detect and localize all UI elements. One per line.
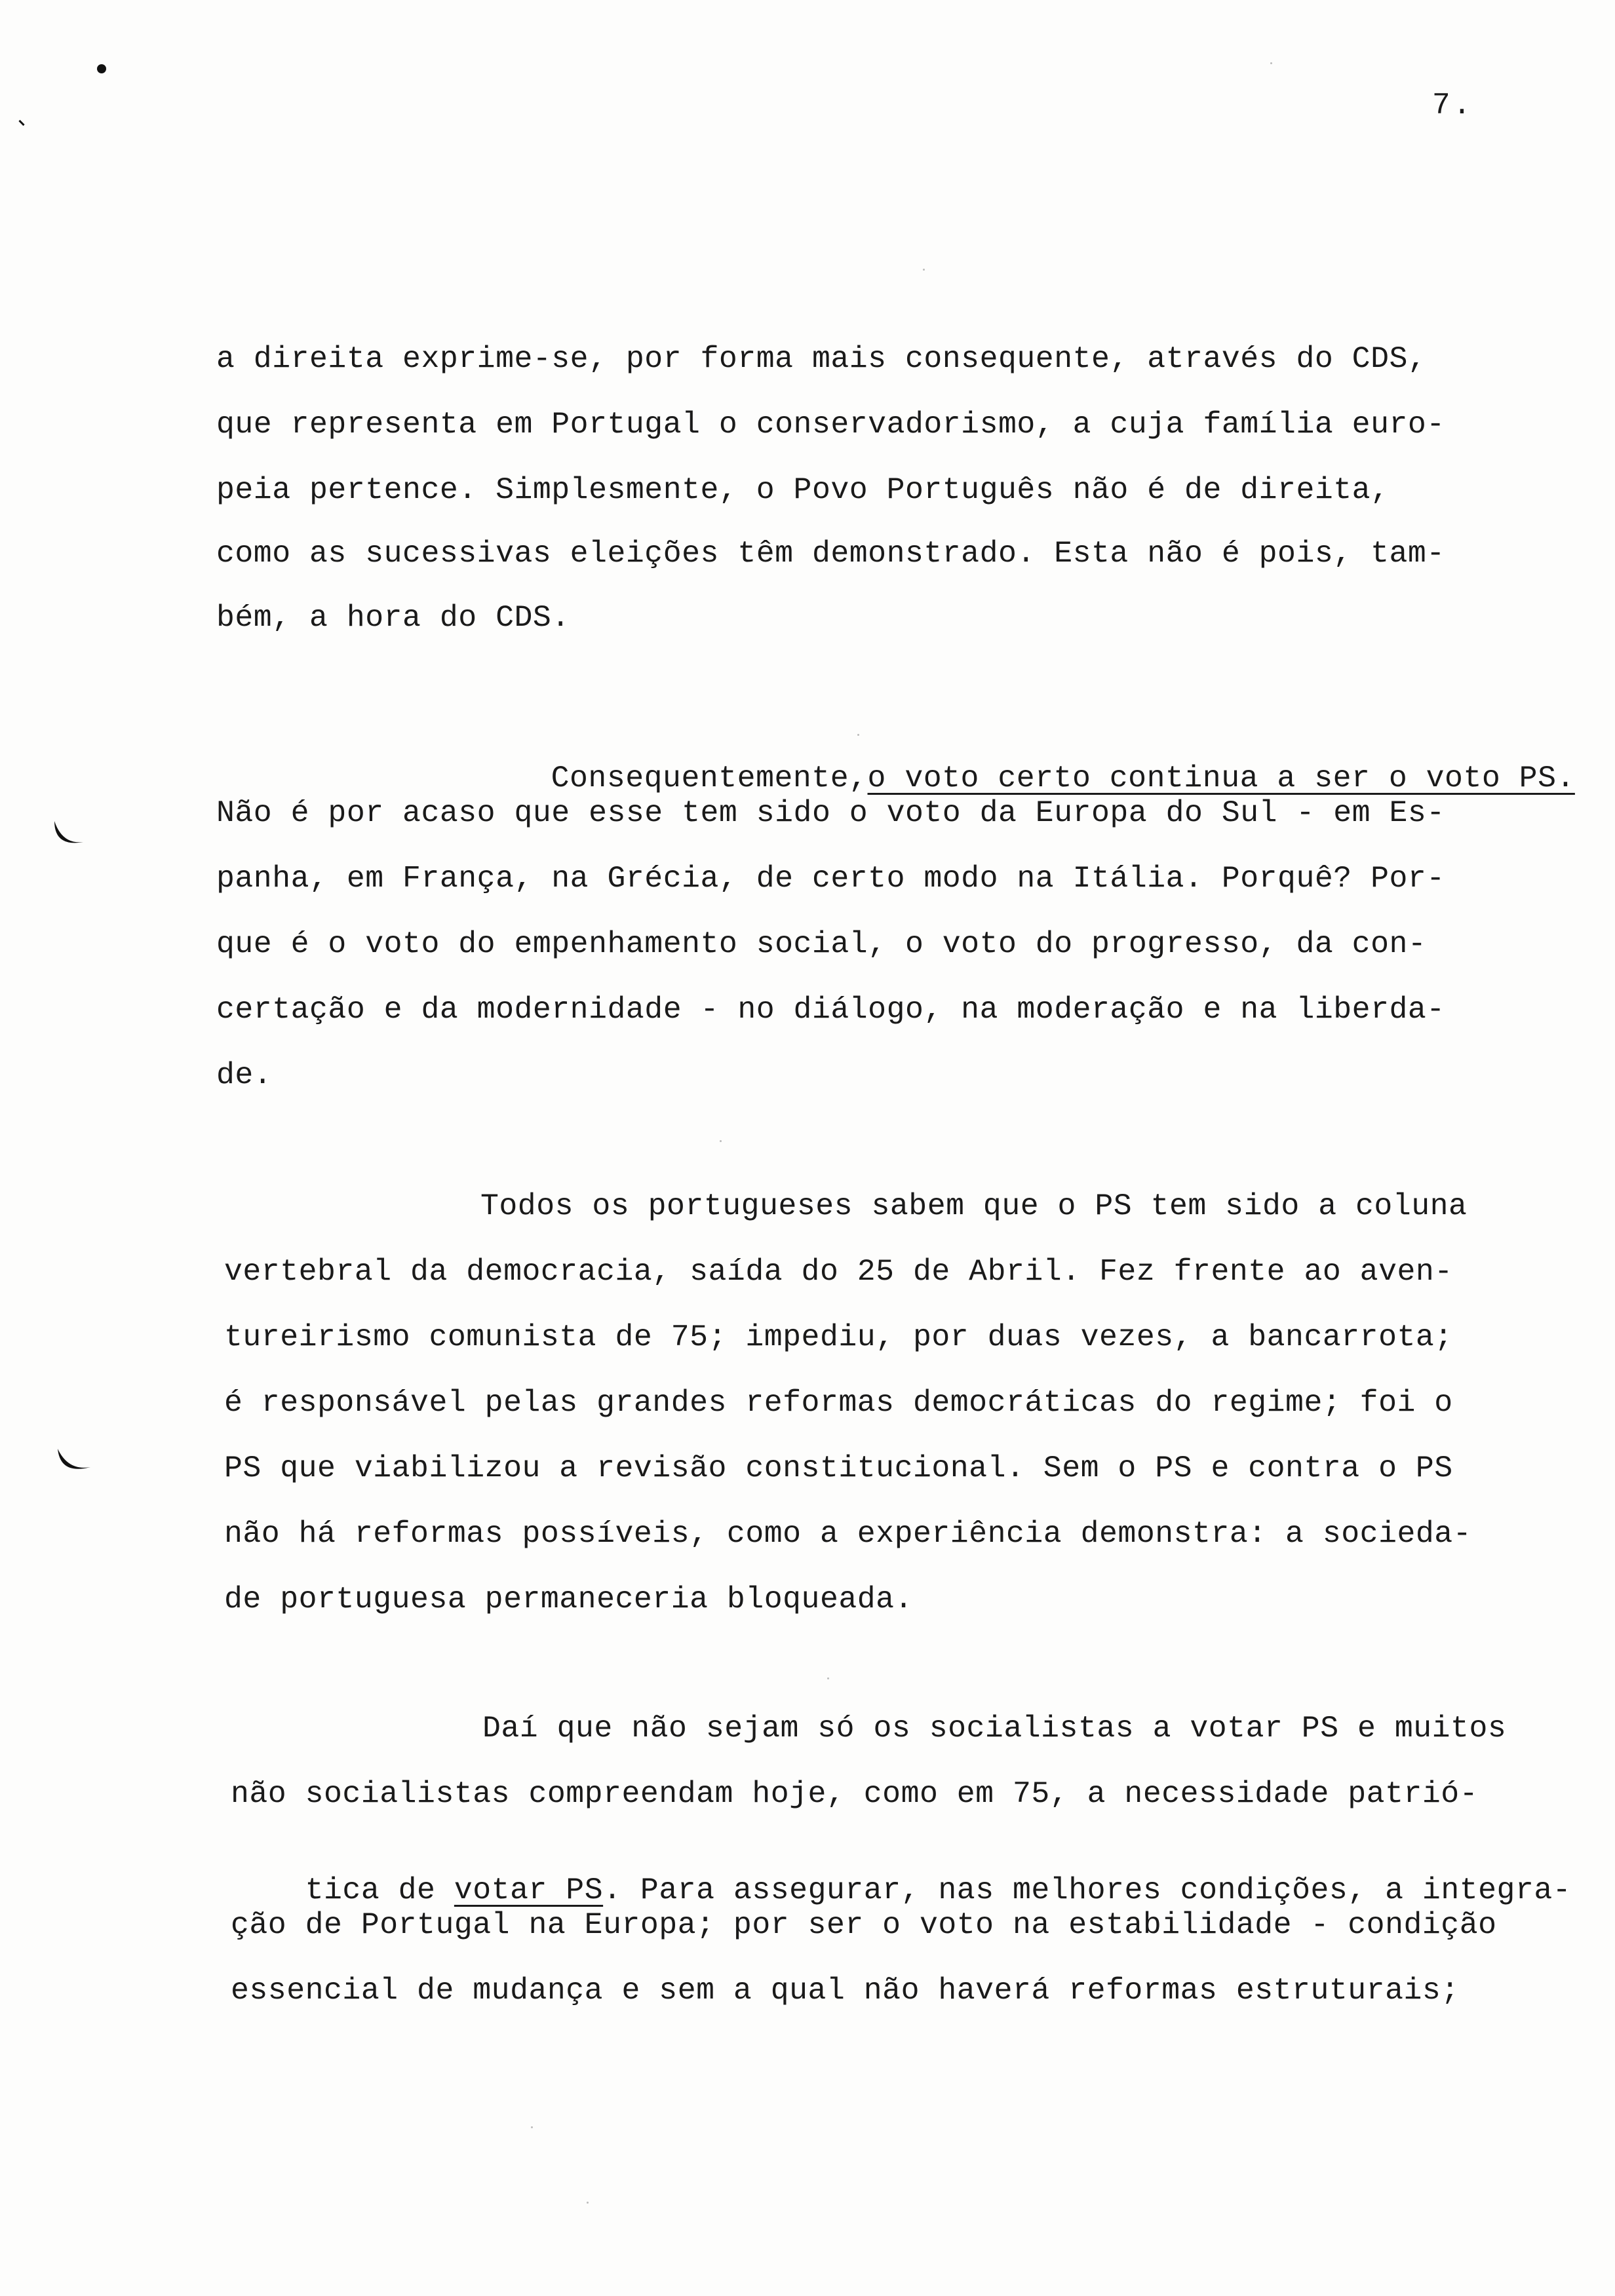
text-segment: tica de: [305, 1872, 436, 1907]
text-line: que é o voto do empenhamento social, o voto do progresso, da con-: [216, 927, 1427, 961]
text-line: Não é por acaso que esse tem sido o voto da Europa do Sul - em Es-: [216, 795, 1445, 830]
text-line: PS que viabilizou a revisão constitucional. Sem o PS e contra o PS: [224, 1451, 1453, 1485]
text-line: vertebral da democracia, saída do 25 de Abril. Fez frente ao aven-: [224, 1254, 1453, 1289]
text-line: é responsável pelas grandes reformas democráticas do regime; foi o: [224, 1385, 1453, 1420]
text-line: tureirismo comunista de 75; impediu, por duas vezes, a bancarrota;: [224, 1320, 1453, 1354]
paper-speck: [587, 2202, 589, 2204]
text-line: ção de Portugal na Europa; por ser o voto na estabilidade - condição: [231, 1907, 1497, 1942]
text-line: que representa em Portugal o conservadorismo, a cuja família euro-: [216, 407, 1445, 442]
text-line: certação e da modernidade - no diálogo, na moderação e na liberda-: [216, 992, 1445, 1027]
text-line: essencial de mudança e sem a qual não haverá reformas estruturais;: [231, 1973, 1460, 2008]
paper-speck: [923, 269, 925, 271]
text-line: bém, a hora do CDS.: [216, 600, 570, 635]
text-line: peia pertence. Simplesmente, o Povo Português não é de direita,: [216, 472, 1390, 507]
paper-speck: [827, 1677, 829, 1679]
text-line: não há reformas possíveis, como a experiência demonstra: a socieda-: [224, 1516, 1472, 1551]
paper-speck: [720, 1140, 722, 1142]
underlined-emphasis: votar PS: [454, 1872, 604, 1907]
text-line: panha, em França, na Grécia, de certo modo na Itália. Porquê? Por-: [216, 861, 1445, 896]
margin-dot-mark: [97, 64, 106, 73]
binder-hole-mark-upper: [49, 816, 88, 855]
paper-speck: [531, 2126, 533, 2128]
text-line: Daí que não sejam só os socialistas a votar PS e muitos: [482, 1711, 1507, 1746]
text-segment: Consequentemente,: [551, 760, 868, 795]
text-line: de.: [216, 1058, 273, 1092]
margin-tick-mark: [18, 120, 24, 126]
text-line: de portuguesa permaneceria bloqueada.: [224, 1582, 913, 1617]
text-line: como as sucessivas eleições têm demonstrado. Esta não é pois, tam-: [216, 536, 1445, 571]
text-segment: . Para assegurar, nas melhores condições, a integra-: [603, 1872, 1572, 1907]
underlined-emphasis: o voto certo continua a ser o voto PS.: [867, 760, 1575, 795]
text-line: Todos os portugueses sabem que o PS tem sido a coluna: [480, 1189, 1468, 1223]
paper-speck: [1270, 62, 1272, 64]
text-line: a direita exprime-se, por forma mais consequente, através do CDS,: [216, 341, 1427, 376]
text-line: não socialistas compreendam hoje, como em 75, a necessidade patrió-: [231, 1776, 1479, 1811]
page-number: 7.: [1432, 88, 1474, 123]
binder-hole-mark-lower: [54, 1445, 93, 1484]
